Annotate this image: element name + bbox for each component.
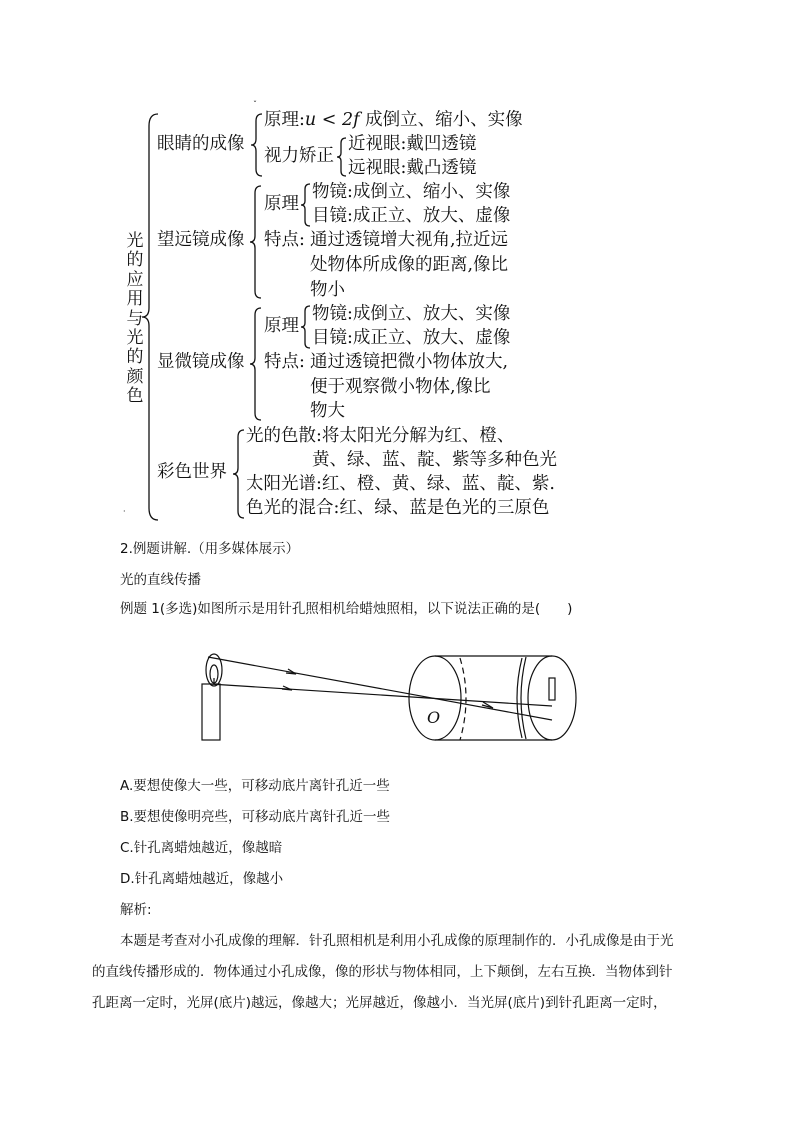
candle-body	[202, 684, 220, 740]
telescope-feature-label: 特点:	[264, 230, 305, 250]
microscope-brace	[249, 306, 263, 422]
eye-principle-rest: 成倒立、缩小、实像	[359, 110, 523, 130]
color-line: 色光的混合:红、绿、蓝是色光的三原色	[246, 498, 550, 518]
microscope-objective: 物镜:成倒立、放大、实像	[312, 304, 511, 324]
outline-root-char: 与	[126, 308, 144, 329]
analysis-label: 解析:	[120, 902, 152, 918]
question-text: 例题 1(多选)如图所示是用针孔照相机给蜡烛照相，以下说法正确的是( )	[120, 601, 573, 617]
eye-near: 近视眼:戴凹透镜	[348, 134, 477, 154]
microscope-title: 显微镜成像	[157, 352, 245, 372]
telescope-principle-label: 原理	[264, 194, 299, 214]
eye-brace	[250, 112, 264, 178]
eye-principle-math: u < 2f	[304, 110, 360, 130]
color-line: 光的色散:将太阳光分解为红、橙、	[246, 426, 515, 446]
option-c: C.针孔离蜡烛越近，像越暗	[120, 840, 283, 856]
image-candle	[549, 678, 555, 700]
ray-bottom	[210, 684, 552, 706]
eye-title: 眼睛的成像	[157, 134, 245, 154]
option-d: D.针孔离蜡烛越近，像越小	[120, 871, 284, 887]
outline-root-char: 的	[126, 250, 144, 271]
root-brace	[140, 112, 162, 522]
option-a: A.要想使像大一些，可移动底片离针孔近一些	[120, 778, 390, 794]
arrow-2	[282, 686, 292, 690]
telescope-feature-line: 物小	[310, 280, 345, 300]
eye-principle-label: 原理:	[264, 110, 305, 130]
telescope-title: 望远镜成像	[157, 230, 245, 250]
eye-correction-label: 视力矫正	[264, 146, 334, 166]
outline-root-char: 颜	[126, 366, 144, 387]
telescope-principle-brace	[300, 182, 312, 228]
microscope-feature-line: 物大	[310, 401, 345, 421]
section-heading: 2.例题讲解.（用多媒体展示）	[120, 541, 300, 557]
analysis-line: 孔距离一定时，光屏(底片)越远，像越大；光屏越近，像越小．当光屏(底片)到针孔距离一定时，	[92, 995, 667, 1011]
analysis-line: 本题是考查对小孔成像的理解．针孔照相机是利用小孔成像的原理制作的．小孔成像是由于光	[120, 933, 674, 949]
telescope-feature-line: 通过透镜增大视角,拉近远	[310, 230, 509, 250]
eye-far: 远视眼:戴凸透镜	[348, 158, 477, 178]
telescope-brace	[249, 184, 263, 300]
outline-root-char: 的	[126, 347, 144, 368]
microscope-feature-line: 通过透镜把微小物体放大,	[310, 352, 509, 372]
cylinder-back	[528, 656, 576, 740]
scan-artifact: ˇ	[253, 100, 257, 109]
outline-root-char: 应	[126, 269, 144, 290]
outline-root-char: 光	[126, 231, 144, 251]
outline-root-char: 光	[126, 328, 144, 349]
color-brace	[232, 428, 246, 520]
color-line: 太阳光谱:红、橙、黄、绿、蓝、靛、紫.	[246, 474, 555, 494]
telescope-eyepiece: 目镜:成正立、放大、虚像	[312, 206, 511, 226]
microscope-principle-brace	[300, 304, 312, 350]
telescope-objective: 物镜:成倒立、缩小、实像	[312, 182, 511, 202]
telescope-feature-line: 处物体所成像的距离,像比	[310, 255, 509, 275]
microscope-feature-label: 特点:	[264, 352, 305, 372]
outline-root-char: 用	[126, 289, 144, 310]
topic-heading: 光的直线传播	[120, 572, 201, 588]
microscope-eyepiece: 目镜:成正立、放大、虚像	[312, 328, 511, 348]
color-title: 彩色世界	[157, 462, 227, 482]
analysis-line: 的直线传播形成的．物体通过小孔成像，像的形状与物体相同，上下颠倒，左右互换．当物体到针	[92, 964, 673, 980]
eye-principle	[264, 112, 523, 130]
option-b: B.要想使像明亮些，可移动底片离针孔近一些	[120, 809, 391, 825]
microscope-feature-line: 便于观察微小物体,像比	[310, 377, 491, 397]
pinhole-label-o: O	[427, 708, 441, 727]
correction-brace	[336, 136, 348, 178]
outline-root-char: 色	[126, 386, 144, 407]
ray-top	[208, 657, 552, 720]
microscope-principle-label: 原理	[264, 316, 299, 336]
color-line: 黄、绿、蓝、靛、紫等多种色光	[312, 450, 557, 470]
scan-artifact: ·	[123, 507, 126, 516]
pinhole-camera-figure	[190, 640, 590, 752]
film-edge-2	[521, 657, 526, 739]
